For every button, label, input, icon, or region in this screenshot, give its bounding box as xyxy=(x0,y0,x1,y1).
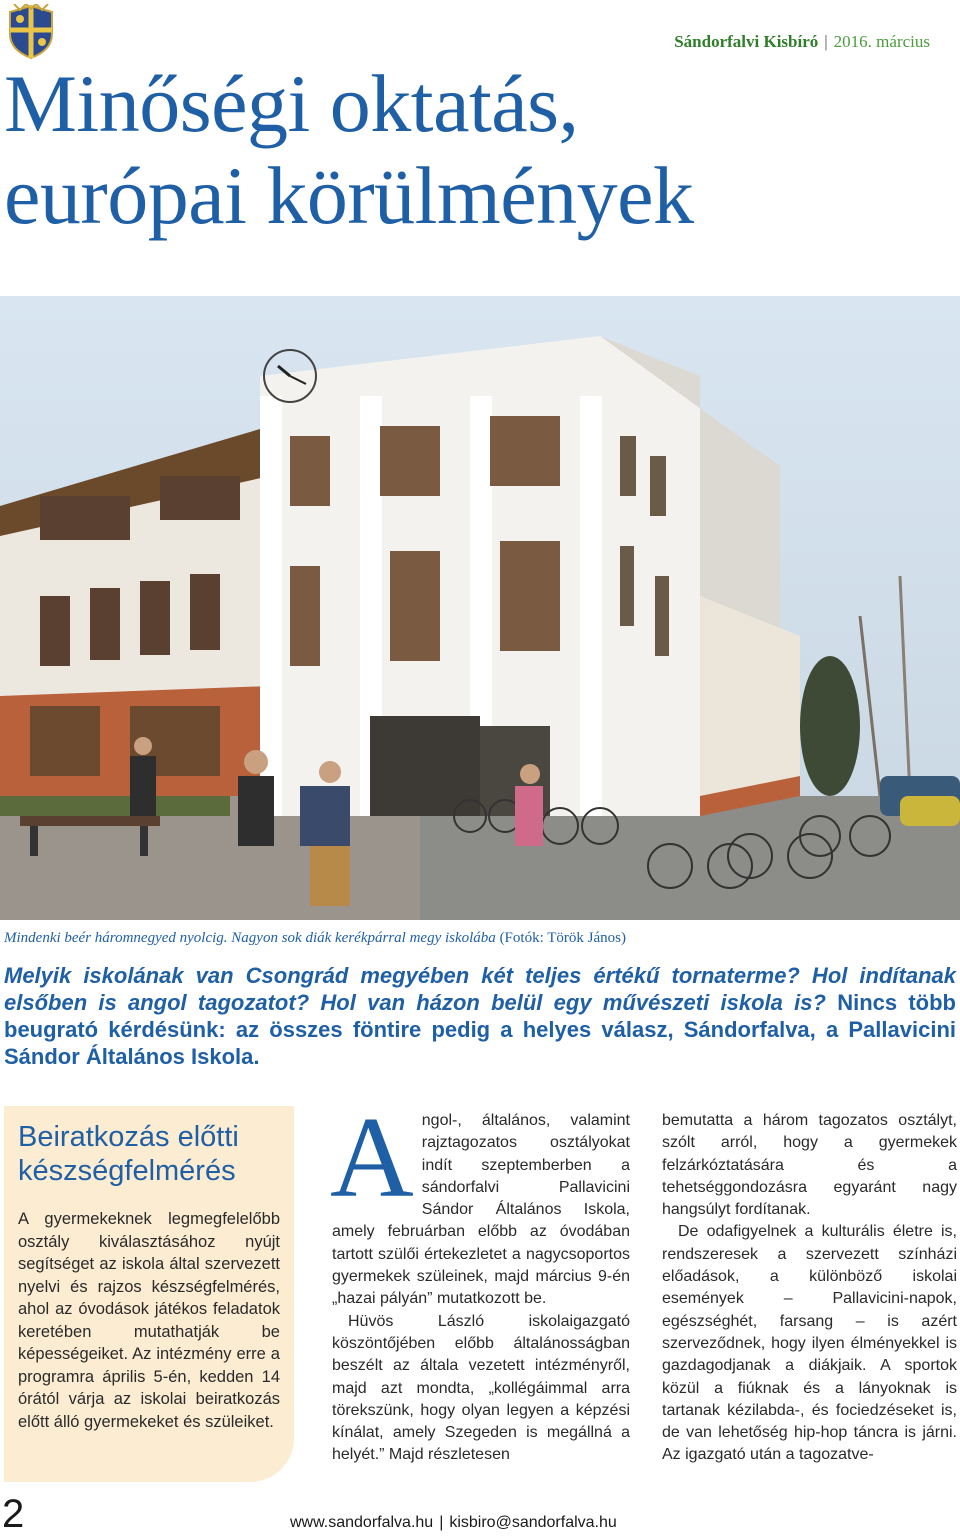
sidebar-title: Beiratkozás előtti készségfelmérés xyxy=(18,1121,239,1187)
article-lead xyxy=(4,962,956,1070)
lead-answer: Nincs több beugrató kérdésünk: az összes föntire pedig a helyes válasz, Sándorfalva, a Pallavicini Sándor Általános Iskola. xyxy=(4,990,957,1069)
col2-paragraph-1: ngol-, általános, valamint rajztagozatos osztályokat indít szeptemberben a sándorfalvi Pallavicini Sándor Általános Iskola, amely februárban előbb az óvodában tartott szülői értekezletet a nagycsoportos gyermekek szüleinek, majd március 9-én „hazai pályán” mutatkozott be. xyxy=(332,1112,630,1308)
footer-email-link[interactable]: kisbiro@sandorfalva.hu xyxy=(449,1514,617,1531)
masthead xyxy=(674,32,930,52)
drop-cap: A xyxy=(330,1094,414,1222)
article-column-3 xyxy=(662,1110,957,1467)
article-title xyxy=(4,58,694,242)
col3-paragraph-2: De odafigyelnek a kulturális életre is, rendszeresek a szervezett színházi előadások, a különböző iskolai események – Pallavicini-napok, egészséghét, farsang – is azért szerveződnek, hogy ilyen élményekkel is gazdagodjanak a diákjaik. A sportok közül a fiúknak és a lányoknak is tartanak kézilabda-, és fociedzéseket is, de van lehetőség hip-hop táncra is járni. Az igazgató után a tagozatve- xyxy=(662,1223,957,1464)
page-number: 2 xyxy=(2,1492,25,1536)
article-title-line1: Minőségi oktatás, xyxy=(4,58,579,149)
photo-credit: (Fotók: Török János) xyxy=(499,930,626,946)
col2-paragraph-2: Hüvös László iskolaigazgató köszöntőjében előbb általánosságban beszélt az általa vezetett intézményről, majd azt mondta, „kollégáimmal arra törekszünk, hogy olyan legyen a képzési kínálat, amely Szegeden is megállná a helyét.” Majd részletesen xyxy=(332,1312,630,1464)
school-building-photo xyxy=(0,296,960,920)
article-title-line2: európai körülmények xyxy=(4,150,694,241)
footer-website-link[interactable]: www.sandorfalva.hu xyxy=(290,1514,434,1531)
photo-caption xyxy=(4,930,626,947)
col3-paragraph-1: bemutatta a három tagozatos osztályt, szólt arról, hogy a gyermekek felzárkóztatására és a tehetséggondozásra egyaránt nagy hangsúlyt fordítanak. xyxy=(662,1112,957,1219)
lead-questions: Melyik iskolának van Csongrád megyében két teljes értékű tornaterme? Hol indítanak elsőben is angol tagozatot? Hol van házon belül egy művészeti iskola is? xyxy=(4,963,956,1015)
coat-of-arms-logo xyxy=(6,4,56,60)
caption-text: Mindenki beér háromnegyed nyolcig. Nagyon sok diák kerékpárral megy iskolába xyxy=(4,930,500,946)
sidebar-box xyxy=(4,1106,294,1482)
article-column-2 xyxy=(330,1094,630,1467)
footer-separator: | xyxy=(439,1514,444,1531)
issue-date: 2016. március xyxy=(833,32,930,51)
footer xyxy=(290,1514,617,1532)
masthead-separator: | xyxy=(824,32,828,51)
sidebar-text: A gyermekeknek legmegfelelőbb osztály kiválasztásához nyújt segítséget az iskola által szervezett nyelvi és rajzos készségfelmérés, ahol az óvodások játékos feladatok keretében mutathatják be képességeiket. Az intézmény erre a programra április 5-én, kedden 14 órától várja az iskolai beiratkozás előtt álló gyermekeket és szüleiket. xyxy=(18,1210,280,1431)
publication-name: Sándorfalvi Kisbíró xyxy=(674,32,819,51)
